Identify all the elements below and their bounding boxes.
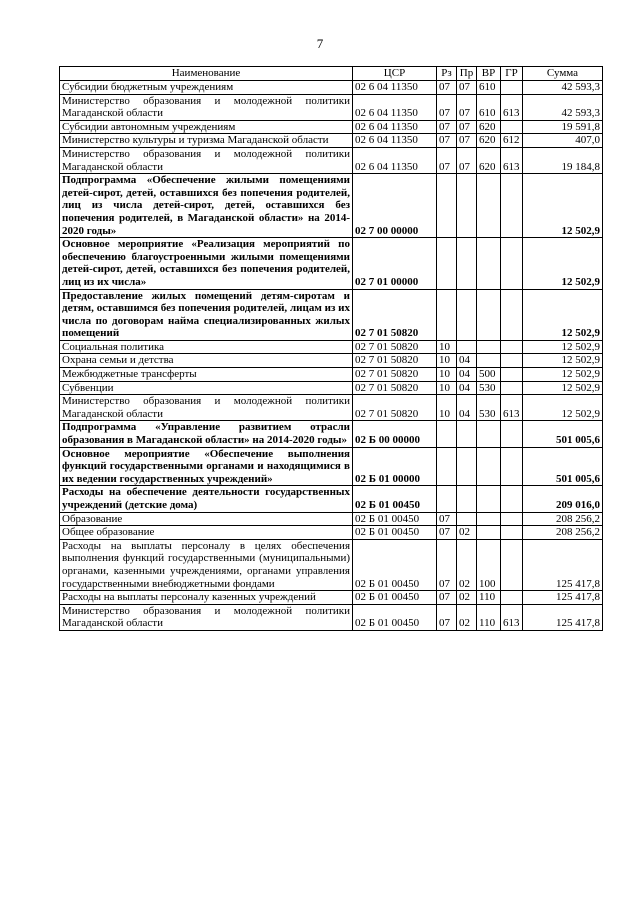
- row-name-cell: Министерство образования и молодежной политики Магаданской области: [60, 604, 353, 630]
- row-csr-cell: 02 6 04 11350: [353, 120, 437, 134]
- row-pr-cell: 04: [457, 354, 477, 368]
- row-pr-cell: [457, 447, 477, 486]
- row-vr-cell: [477, 354, 501, 368]
- row-name-cell: Межбюджетные трансферты: [60, 368, 353, 382]
- row-name-cell: Министерство культуры и туризма Магаданской области: [60, 134, 353, 148]
- row-vr-cell: [477, 238, 501, 289]
- row-pr-cell: 07: [457, 147, 477, 173]
- table-row: [60, 512, 603, 526]
- row-vr-cell: 500: [477, 368, 501, 382]
- row-sum-cell: 12 502,9: [523, 368, 603, 382]
- table-row: [60, 539, 603, 590]
- table-row: [60, 381, 603, 395]
- row-vr-cell: [477, 340, 501, 354]
- row-gr-cell: [501, 81, 523, 95]
- row-rz-cell: [437, 447, 457, 486]
- table-row: [60, 81, 603, 95]
- row-rz-cell: 07: [437, 81, 457, 95]
- table-row: [60, 147, 603, 173]
- row-pr-cell: 02: [457, 604, 477, 630]
- row-pr-cell: [457, 238, 477, 289]
- row-gr-cell: [501, 421, 523, 447]
- row-csr-cell: 02 Б 00 00000: [353, 421, 437, 447]
- row-pr-cell: 04: [457, 381, 477, 395]
- row-vr-cell: [477, 174, 501, 238]
- row-sum-cell: 501 005,6: [523, 447, 603, 486]
- row-vr-cell: 620: [477, 120, 501, 134]
- row-gr-cell: [501, 354, 523, 368]
- row-name-cell: Министерство образования и молодежной политики Магаданской области: [60, 147, 353, 173]
- table-row: [60, 604, 603, 630]
- row-gr-cell: [501, 120, 523, 134]
- table-row: [60, 447, 603, 486]
- row-name-cell: Образование: [60, 512, 353, 526]
- row-name-cell: Предоставление жилых помещений детям-сиротам и детям, оставшимся без попечения родителей, лицам из их числа по договорам найма специализированных жилых помещений: [60, 289, 353, 340]
- row-vr-cell: 610: [477, 81, 501, 95]
- row-csr-cell: 02 7 01 50820: [353, 289, 437, 340]
- row-csr-cell: 02 Б 01 00450: [353, 591, 437, 605]
- row-gr-cell: [501, 447, 523, 486]
- row-csr-cell: 02 7 01 50820: [353, 395, 437, 421]
- row-gr-cell: [501, 238, 523, 289]
- header-vr: ВР: [477, 67, 501, 81]
- row-gr-cell: [501, 289, 523, 340]
- row-rz-cell: 07: [437, 512, 457, 526]
- row-csr-cell: 02 7 00 00000: [353, 174, 437, 238]
- row-pr-cell: 07: [457, 81, 477, 95]
- row-pr-cell: 02: [457, 539, 477, 590]
- row-pr-cell: [457, 512, 477, 526]
- row-name-cell: Субвенции: [60, 381, 353, 395]
- row-sum-cell: 12 502,9: [523, 238, 603, 289]
- row-name-cell: Расходы на выплаты персоналу казенных учреждений: [60, 591, 353, 605]
- row-name-cell: Социальная политика: [60, 340, 353, 354]
- row-sum-cell: 125 417,8: [523, 604, 603, 630]
- row-name-cell: Общее образование: [60, 526, 353, 540]
- header-pr: Пр: [457, 67, 477, 81]
- row-rz-cell: 10: [437, 340, 457, 354]
- row-name-cell: Субсидии бюджетным учреждениям: [60, 81, 353, 95]
- row-gr-cell: 613: [501, 604, 523, 630]
- row-csr-cell: 02 Б 01 00450: [353, 539, 437, 590]
- row-sum-cell: 42 593,3: [523, 94, 603, 120]
- row-rz-cell: 07: [437, 147, 457, 173]
- table-row: [60, 368, 603, 382]
- row-pr-cell: 07: [457, 134, 477, 148]
- row-rz-cell: [437, 174, 457, 238]
- table-row: [60, 526, 603, 540]
- row-sum-cell: 12 502,9: [523, 395, 603, 421]
- row-rz-cell: 10: [437, 368, 457, 382]
- row-gr-cell: [501, 381, 523, 395]
- table-row: [60, 354, 603, 368]
- row-vr-cell: 110: [477, 591, 501, 605]
- row-csr-cell: 02 Б 01 00450: [353, 512, 437, 526]
- row-name-cell: Расходы на обеспечение деятельности государственных учреждений (детские дома): [60, 486, 353, 512]
- row-sum-cell: 12 502,9: [523, 289, 603, 340]
- row-pr-cell: 04: [457, 368, 477, 382]
- table-row: [60, 289, 603, 340]
- row-name-cell: Подпрограмма «Управление развитием отрасли образования в Магаданской области» на 2014-2020 годы»: [60, 421, 353, 447]
- row-rz-cell: 07: [437, 94, 457, 120]
- table-row: [60, 134, 603, 148]
- row-rz-cell: 07: [437, 539, 457, 590]
- row-vr-cell: 620: [477, 134, 501, 148]
- row-gr-cell: [501, 526, 523, 540]
- table-row: [60, 238, 603, 289]
- row-sum-cell: 12 502,9: [523, 381, 603, 395]
- row-name-cell: Подпрограмма «Обеспечение жилыми помещениями детей-сирот, детей, оставшихся без попечения родителей, лиц из числа детей-сирот, детей, оставшихся без попечения родителей, в Магаданской области» на 2014-2020 годы»: [60, 174, 353, 238]
- row-csr-cell: 02 6 04 11350: [353, 81, 437, 95]
- row-gr-cell: 613: [501, 395, 523, 421]
- row-gr-cell: 613: [501, 147, 523, 173]
- row-name-cell: Основное мероприятие «Обеспечение выполнения функций государственными органами и находящимися в их ведении государственных учреждений»: [60, 447, 353, 486]
- row-vr-cell: [477, 447, 501, 486]
- row-csr-cell: 02 7 01 50820: [353, 381, 437, 395]
- row-sum-cell: 12 502,9: [523, 174, 603, 238]
- row-sum-cell: 208 256,2: [523, 526, 603, 540]
- row-pr-cell: 04: [457, 395, 477, 421]
- row-pr-cell: 07: [457, 120, 477, 134]
- row-sum-cell: 407,0: [523, 134, 603, 148]
- table-row: [60, 486, 603, 512]
- row-pr-cell: [457, 174, 477, 238]
- row-csr-cell: 02 7 01 50820: [353, 354, 437, 368]
- budget-table: [59, 66, 603, 631]
- row-sum-cell: 208 256,2: [523, 512, 603, 526]
- table-row: [60, 395, 603, 421]
- row-name-cell: Расходы на выплаты персоналу в целях обеспечения выполнения функций государственными (муниципальными) органами, казенными учреждениями, органами управления государственными внебюджетными фондами: [60, 539, 353, 590]
- row-rz-cell: 10: [437, 395, 457, 421]
- row-name-cell: Субсидии автономным учреждениям: [60, 120, 353, 134]
- row-csr-cell: 02 6 04 11350: [353, 147, 437, 173]
- row-name-cell: Министерство образования и молодежной политики Магаданской области: [60, 395, 353, 421]
- row-sum-cell: 125 417,8: [523, 591, 603, 605]
- row-pr-cell: [457, 340, 477, 354]
- page-number: 7: [316, 36, 324, 51]
- row-pr-cell: 02: [457, 591, 477, 605]
- row-sum-cell: 12 502,9: [523, 340, 603, 354]
- row-vr-cell: [477, 486, 501, 512]
- row-csr-cell: 02 Б 01 00450: [353, 526, 437, 540]
- row-vr-cell: [477, 421, 501, 447]
- row-name-cell: Основное мероприятие «Реализация мероприятий по обеспечению благоустроенными жилыми помещениями детей-сирот, детей, оставшихся без попечения родителей, лиц из их числа»: [60, 238, 353, 289]
- table-row: [60, 340, 603, 354]
- row-csr-cell: 02 6 04 11350: [353, 134, 437, 148]
- row-rz-cell: [437, 238, 457, 289]
- row-vr-cell: 110: [477, 604, 501, 630]
- row-rz-cell: 10: [437, 354, 457, 368]
- row-rz-cell: [437, 486, 457, 512]
- row-sum-cell: 19 184,8: [523, 147, 603, 173]
- table-row: [60, 120, 603, 134]
- row-vr-cell: [477, 512, 501, 526]
- row-csr-cell: 02 7 01 50820: [353, 368, 437, 382]
- row-vr-cell: 530: [477, 381, 501, 395]
- row-vr-cell: [477, 289, 501, 340]
- header-rz: Рз: [437, 67, 457, 81]
- row-rz-cell: 07: [437, 591, 457, 605]
- row-gr-cell: [501, 512, 523, 526]
- row-gr-cell: [501, 368, 523, 382]
- row-csr-cell: 02 Б 01 00450: [353, 604, 437, 630]
- row-vr-cell: [477, 526, 501, 540]
- row-sum-cell: 209 016,0: [523, 486, 603, 512]
- table-row: [60, 94, 603, 120]
- table-header-row: [60, 67, 603, 81]
- row-csr-cell: 02 Б 01 00000: [353, 447, 437, 486]
- row-vr-cell: 610: [477, 94, 501, 120]
- row-pr-cell: 07: [457, 94, 477, 120]
- row-name-cell: Министерство образования и молодежной политики Магаданской области: [60, 94, 353, 120]
- row-name-cell: Охрана семьи и детства: [60, 354, 353, 368]
- row-sum-cell: 501 005,6: [523, 421, 603, 447]
- table-row: [60, 591, 603, 605]
- row-vr-cell: 100: [477, 539, 501, 590]
- table-row: [60, 174, 603, 238]
- row-gr-cell: 612: [501, 134, 523, 148]
- header-name: Наименование: [60, 67, 353, 81]
- row-pr-cell: [457, 486, 477, 512]
- row-gr-cell: [501, 539, 523, 590]
- row-csr-cell: 02 6 04 11350: [353, 94, 437, 120]
- row-rz-cell: 07: [437, 134, 457, 148]
- row-gr-cell: [501, 174, 523, 238]
- row-csr-cell: 02 7 01 00000: [353, 238, 437, 289]
- row-rz-cell: 07: [437, 526, 457, 540]
- row-gr-cell: [501, 340, 523, 354]
- row-gr-cell: 613: [501, 94, 523, 120]
- row-gr-cell: [501, 591, 523, 605]
- row-pr-cell: [457, 289, 477, 340]
- header-gr: ГР: [501, 67, 523, 81]
- row-sum-cell: 42 593,3: [523, 81, 603, 95]
- row-rz-cell: 07: [437, 120, 457, 134]
- row-sum-cell: 12 502,9: [523, 354, 603, 368]
- row-rz-cell: [437, 289, 457, 340]
- row-vr-cell: 620: [477, 147, 501, 173]
- row-csr-cell: 02 7 01 50820: [353, 340, 437, 354]
- row-pr-cell: 02: [457, 526, 477, 540]
- row-vr-cell: 530: [477, 395, 501, 421]
- row-sum-cell: 19 591,8: [523, 120, 603, 134]
- row-gr-cell: [501, 486, 523, 512]
- row-rz-cell: [437, 421, 457, 447]
- header-csr: ЦСР: [353, 67, 437, 81]
- row-sum-cell: 125 417,8: [523, 539, 603, 590]
- row-csr-cell: 02 Б 01 00450: [353, 486, 437, 512]
- table-row: [60, 421, 603, 447]
- row-rz-cell: 07: [437, 604, 457, 630]
- row-pr-cell: [457, 421, 477, 447]
- header-sum: Сумма: [523, 67, 603, 81]
- row-rz-cell: 10: [437, 381, 457, 395]
